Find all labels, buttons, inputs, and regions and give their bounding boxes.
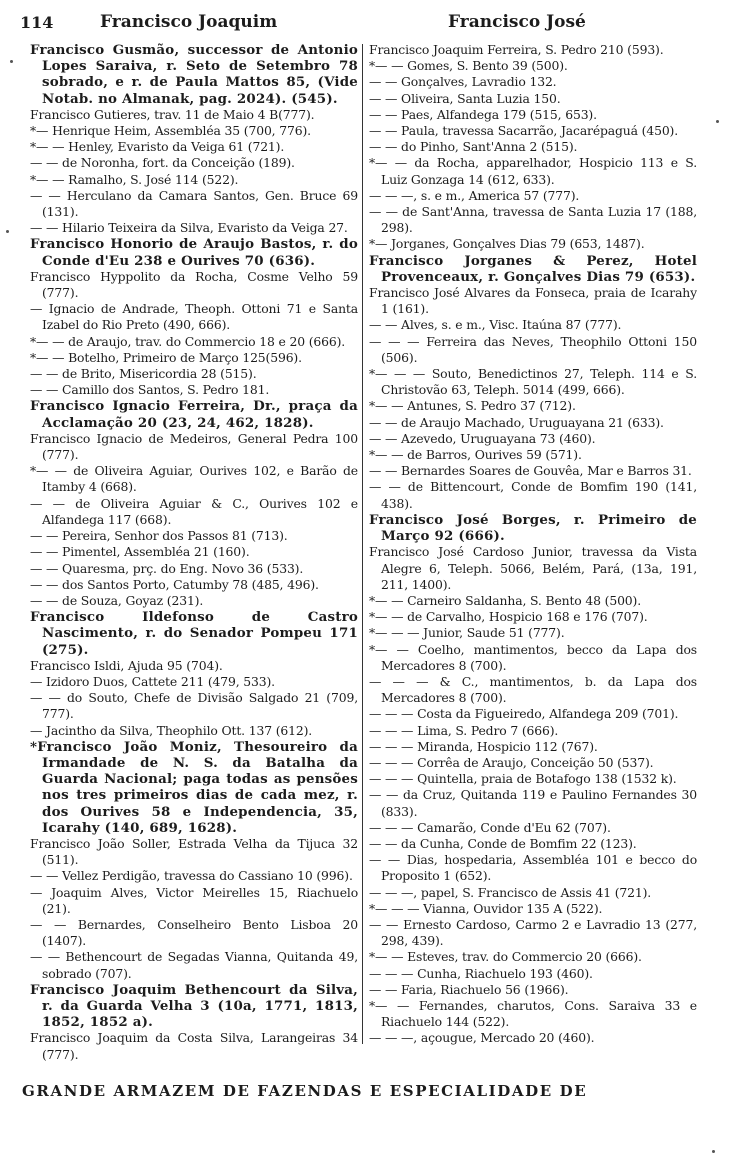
running-head-right: Francisco José <box>448 12 586 32</box>
directory-entry: — — Camillo dos Santos, S. Pedro 181. <box>30 382 270 398</box>
directory-entry: — — Bernardes Soares de Gouvêa, Mar e Barros 31. <box>369 463 692 479</box>
directory-entry: *— Jorganes, Gonçalves Dias 79 (653, 1487). <box>369 236 645 252</box>
directory-entry: — — de Sant'Anna, travessa de Santa Luzia 17 (188, 298). <box>369 204 697 236</box>
directory-entry: *— Henrique Heim, Assembléa 35 (700, 776). <box>30 123 311 139</box>
directory-entry: — — — Corrêa de Araujo, Conceição 50 (537). <box>369 754 654 770</box>
directory-entry: — — Gonçalves, Lavradio 132. <box>369 74 557 90</box>
directory-entry: — — dos Santos Porto, Catumby 78 (485, 496). <box>30 576 319 592</box>
directory-entry: *— — de Barros, Ourives 59 (571). <box>369 447 582 463</box>
directory-entry: — — — Lima, S. Pedro 7 (666). <box>369 722 559 738</box>
directory-entry: — — — & C., mantimentos, b. da Lapa dos Mercadores 8 (700). <box>369 673 697 706</box>
print-speck <box>6 230 9 233</box>
directory-entry: — — Faria, Riachuelo 56 (1966). <box>369 981 569 997</box>
directory-entry: — — de Bittencourt, Conde de Bomfim 190 (141, 438). <box>369 479 697 511</box>
directory-entry: *— — Carneiro Saldanha, S. Bento 48 (500). <box>369 592 642 608</box>
directory-entry: — — —, s. e m., America 57 (777). <box>369 187 580 203</box>
directory-entry: — — Pereira, Senhor dos Passos 81 (713). <box>30 528 288 544</box>
directory-entry: — Joaquim Alves, Victor Meirelles 15, Riachuelo (21). <box>30 884 358 916</box>
directory-entry: Francisco Isldi, Ajuda 95 (704). <box>30 657 223 673</box>
print-speck <box>716 120 719 123</box>
directory-entry: *— — Esteves, trav. do Commercio 20 (666). <box>369 949 642 965</box>
directory-entry: Francisco José Alvares da Fonseca, praia de Icarahy 1 (161). <box>369 285 697 317</box>
directory-entry: — — — Camarão, Conde d'Eu 62 (707). <box>369 819 611 835</box>
directory-entry: — — Paes, Alfandega 179 (515, 653). <box>369 106 597 122</box>
directory-entry: *— — — Vianna, Ouvidor 135 A (522). <box>369 900 603 916</box>
directory-entry: — Ignacio de Andrade, Theoph. Ottoni 71 e Santa Izabel do Rio Preto (490, 666). <box>30 301 358 333</box>
directory-entry: — — Quaresma, prç. do Eng. Novo 36 (533). <box>30 560 304 576</box>
directory-entry: — — Vellez Perdigão, travessa do Cassiano 10 (996). <box>30 868 353 884</box>
directory-entry: *— — Henley, Evaristo da Veiga 61 (721). <box>30 139 285 155</box>
directory-entry-main: Francisco Gusmão, successor de Antonio Lopes Saraiva, r. Seto de Setembro 78 sobrado, e r. de Paula Mattos 85, (Vide Notab. no Almanak, pag. 2024). (545). <box>30 42 358 107</box>
directory-entry: — — de Noronha, fort. da Conceição (189). <box>30 155 295 171</box>
directory-entry: — — Alves, s. e m., Visc. Itaúna 87 (777). <box>369 317 622 333</box>
directory-entry: *— — Antunes, S. Pedro 37 (712). <box>369 398 576 414</box>
directory-entry: *— — de Oliveira Aguiar, Ourives 102, e Barão de Itamby 4 (668). <box>30 463 358 495</box>
directory-entry: — — da Cunha, Conde de Bomfim 22 (123). <box>369 835 637 851</box>
directory-entry-main: Francisco José Borges, r. Primeiro de Março 92 (666). <box>369 511 697 545</box>
directory-entry-main: Francisco Honorio de Araujo Bastos, r. do Conde d'Eu 238 e Ourives 70 (636). <box>30 236 358 269</box>
directory-entry: Francisco João Soller, Estrada Velha da Tijuca 32 (511). <box>30 835 358 868</box>
directory-entry: — — de Araujo Machado, Uruguayana 21 (633). <box>369 414 664 430</box>
directory-entry: — — — Costa da Figueiredo, Alfandega 209 (701). <box>369 706 679 722</box>
directory-entry-main: Francisco Ignacio Ferreira, Dr., praça da Acclamação 20 (23, 24, 462, 1828). <box>30 398 358 431</box>
directory-entry: — — Herculano da Camara Santos, Gen. Bruce 69 (131). <box>30 187 358 220</box>
directory-entry: — — Ernesto Cardoso, Carmo 2 e Lavradio 13 (277, 298, 439). <box>369 916 697 949</box>
directory-entry: — — — Cunha, Riachuelo 193 (460). <box>369 965 593 981</box>
column-divider <box>362 44 363 1044</box>
directory-entry: — — Dias, hospedaria, Assembléa 101 e becco do Proposito 1 (652). <box>369 852 697 884</box>
directory-entry-main: *Francisco João Moniz, Thesoureiro da Irmandade de N. S. da Batalha da Guarda Nacional; paga todas as pensões nos tres primeiros dias de cada mez, r. dos Ourives 58 e Independencia, 35, Icarahy (140, 689, 1628). <box>30 738 358 836</box>
directory-entry: *— — Ramalho, S. José 114 (522). <box>30 171 239 187</box>
directory-entry: — — do Pinho, Sant'Anna 2 (515). <box>369 139 578 155</box>
directory-entry: — — Bethencourt de Segadas Vianna, Quitanda 49, sobrado (707). <box>30 949 358 981</box>
directory-entry: Francisco Ignacio de Medeiros, General Pedra 100 (777). <box>30 430 358 463</box>
directory-entry: *— — Coelho, mantimentos, becco da Lapa dos Mercadores 8 (700). <box>369 641 697 673</box>
page-number: 114 <box>20 13 54 32</box>
directory-entry: — — Azevedo, Uruguayana 73 (460). <box>369 430 596 446</box>
directory-entry: Francisco Hyppolito da Rocha, Cosme Velho 59 (777). <box>30 268 358 301</box>
directory-entry: — Izidoro Duos, Cattete 211 (479, 533). <box>30 673 275 689</box>
directory-entry: *— — — Junior, Saude 51 (777). <box>369 625 565 641</box>
directory-entry: — — Hilario Teixeira da Silva, Evaristo da Veiga 27. <box>30 220 348 236</box>
directory-entry: — — Pimentel, Assembléa 21 (160). <box>30 544 250 560</box>
directory-entry: *— — de Araujo, trav. do Commercio 18 e 20 (666). <box>30 333 346 349</box>
directory-entry: *— — Gomes, S. Bento 39 (500). <box>369 58 568 74</box>
directory-entry: — — da Cruz, Quitanda 119 e Paulino Fernandes 30 (833). <box>369 787 697 819</box>
directory-entry-main: Francisco Ildefonso de Castro Nascimento, r. do Senador Pompeu 171 (275). <box>30 609 358 658</box>
directory-entry-main: Francisco Jorganes & Perez, Hotel Provenceaux, r. Gonçalves Dias 79 (653). <box>369 252 697 285</box>
print-speck <box>712 1150 715 1153</box>
footer-banner: GRANDE ARMAZEM DE FAZENDAS E ESPECIALIDADE DE <box>22 1082 588 1100</box>
directory-entry: *— — Botelho, Primeiro de Março 125(596). <box>30 349 302 365</box>
right-column <box>369 42 697 1082</box>
directory-entry: — — Bernardes, Conselheiro Bento Lisboa 20 (1407). <box>30 916 358 949</box>
directory-entry: *— — de Carvalho, Hospicio 168 e 176 (707). <box>369 609 648 625</box>
directory-entry: — — — Miranda, Hospicio 112 (767). <box>369 738 598 754</box>
directory-entry-main: Francisco Joaquim Bethencourt da Silva, r. da Guarda Velha 3 (10a, 1771, 1813, 1852, 1852 a). <box>30 981 358 1031</box>
directory-entry: Francisco Joaquim da Costa Silva, Larangeiras 34 (777). <box>30 1030 358 1062</box>
running-head-left: Francisco Joaquim <box>100 12 278 32</box>
directory-entry: — Jacintho da Silva, Theophilo Ott. 137 (612). <box>30 722 313 738</box>
directory-entry: — — —, papel, S. Francisco de Assis 41 (721). <box>369 884 652 900</box>
directory-entry: Francisco José Cardoso Junior, travessa da Vista Alegre 6, Teleph. 5066, Belém, Pará, (13a, 191, 211, 1400). <box>369 544 697 592</box>
print-speck <box>10 60 13 63</box>
directory-entry: — — de Souza, Goyaz (231). <box>30 592 204 608</box>
directory-entry: Francisco Joaquim Ferreira, S. Pedro 210 (593). <box>369 42 664 57</box>
directory-entry: — — — Ferreira das Neves, Theophilo Ottoni 150 (506). <box>369 333 697 365</box>
directory-entry: — — Paula, travessa Sacarrão, Jacarépaguá (450). <box>369 123 679 139</box>
left-column <box>30 42 358 1082</box>
directory-entry: *— — Fernandes, charutos, Cons. Saraiva 33 e Riachuelo 144 (522). <box>369 997 697 1030</box>
directory-entry: — — de Brito, Misericordia 28 (515). <box>30 366 257 382</box>
directory-entry: Francisco Gutieres, trav. 11 de Maio 4 B(777). <box>30 106 315 122</box>
directory-entry: — — —, açougue, Mercado 20 (460). <box>369 1030 595 1046</box>
directory-entry: — — — Quintella, praia de Botafogo 138 (1532 k). <box>369 771 677 787</box>
directory-entry: — — Oliveira, Santa Luzia 150. <box>369 90 561 106</box>
directory-entry: *— — — Souto, Benedictinos 27, Teleph. 114 e S. Christovão 63, Teleph. 5014 (499, 666). <box>369 366 697 398</box>
directory-entry: *— — da Rocha, apparelhador, Hospicio 113 e S. Luiz Gonzaga 14 (612, 633). <box>369 155 697 187</box>
directory-entry: — — de Oliveira Aguiar & C., Ourives 102 e Alfandega 117 (668). <box>30 495 358 527</box>
directory-entry: — — do Souto, Chefe de Divisão Salgado 21 (709, 777). <box>30 690 358 722</box>
